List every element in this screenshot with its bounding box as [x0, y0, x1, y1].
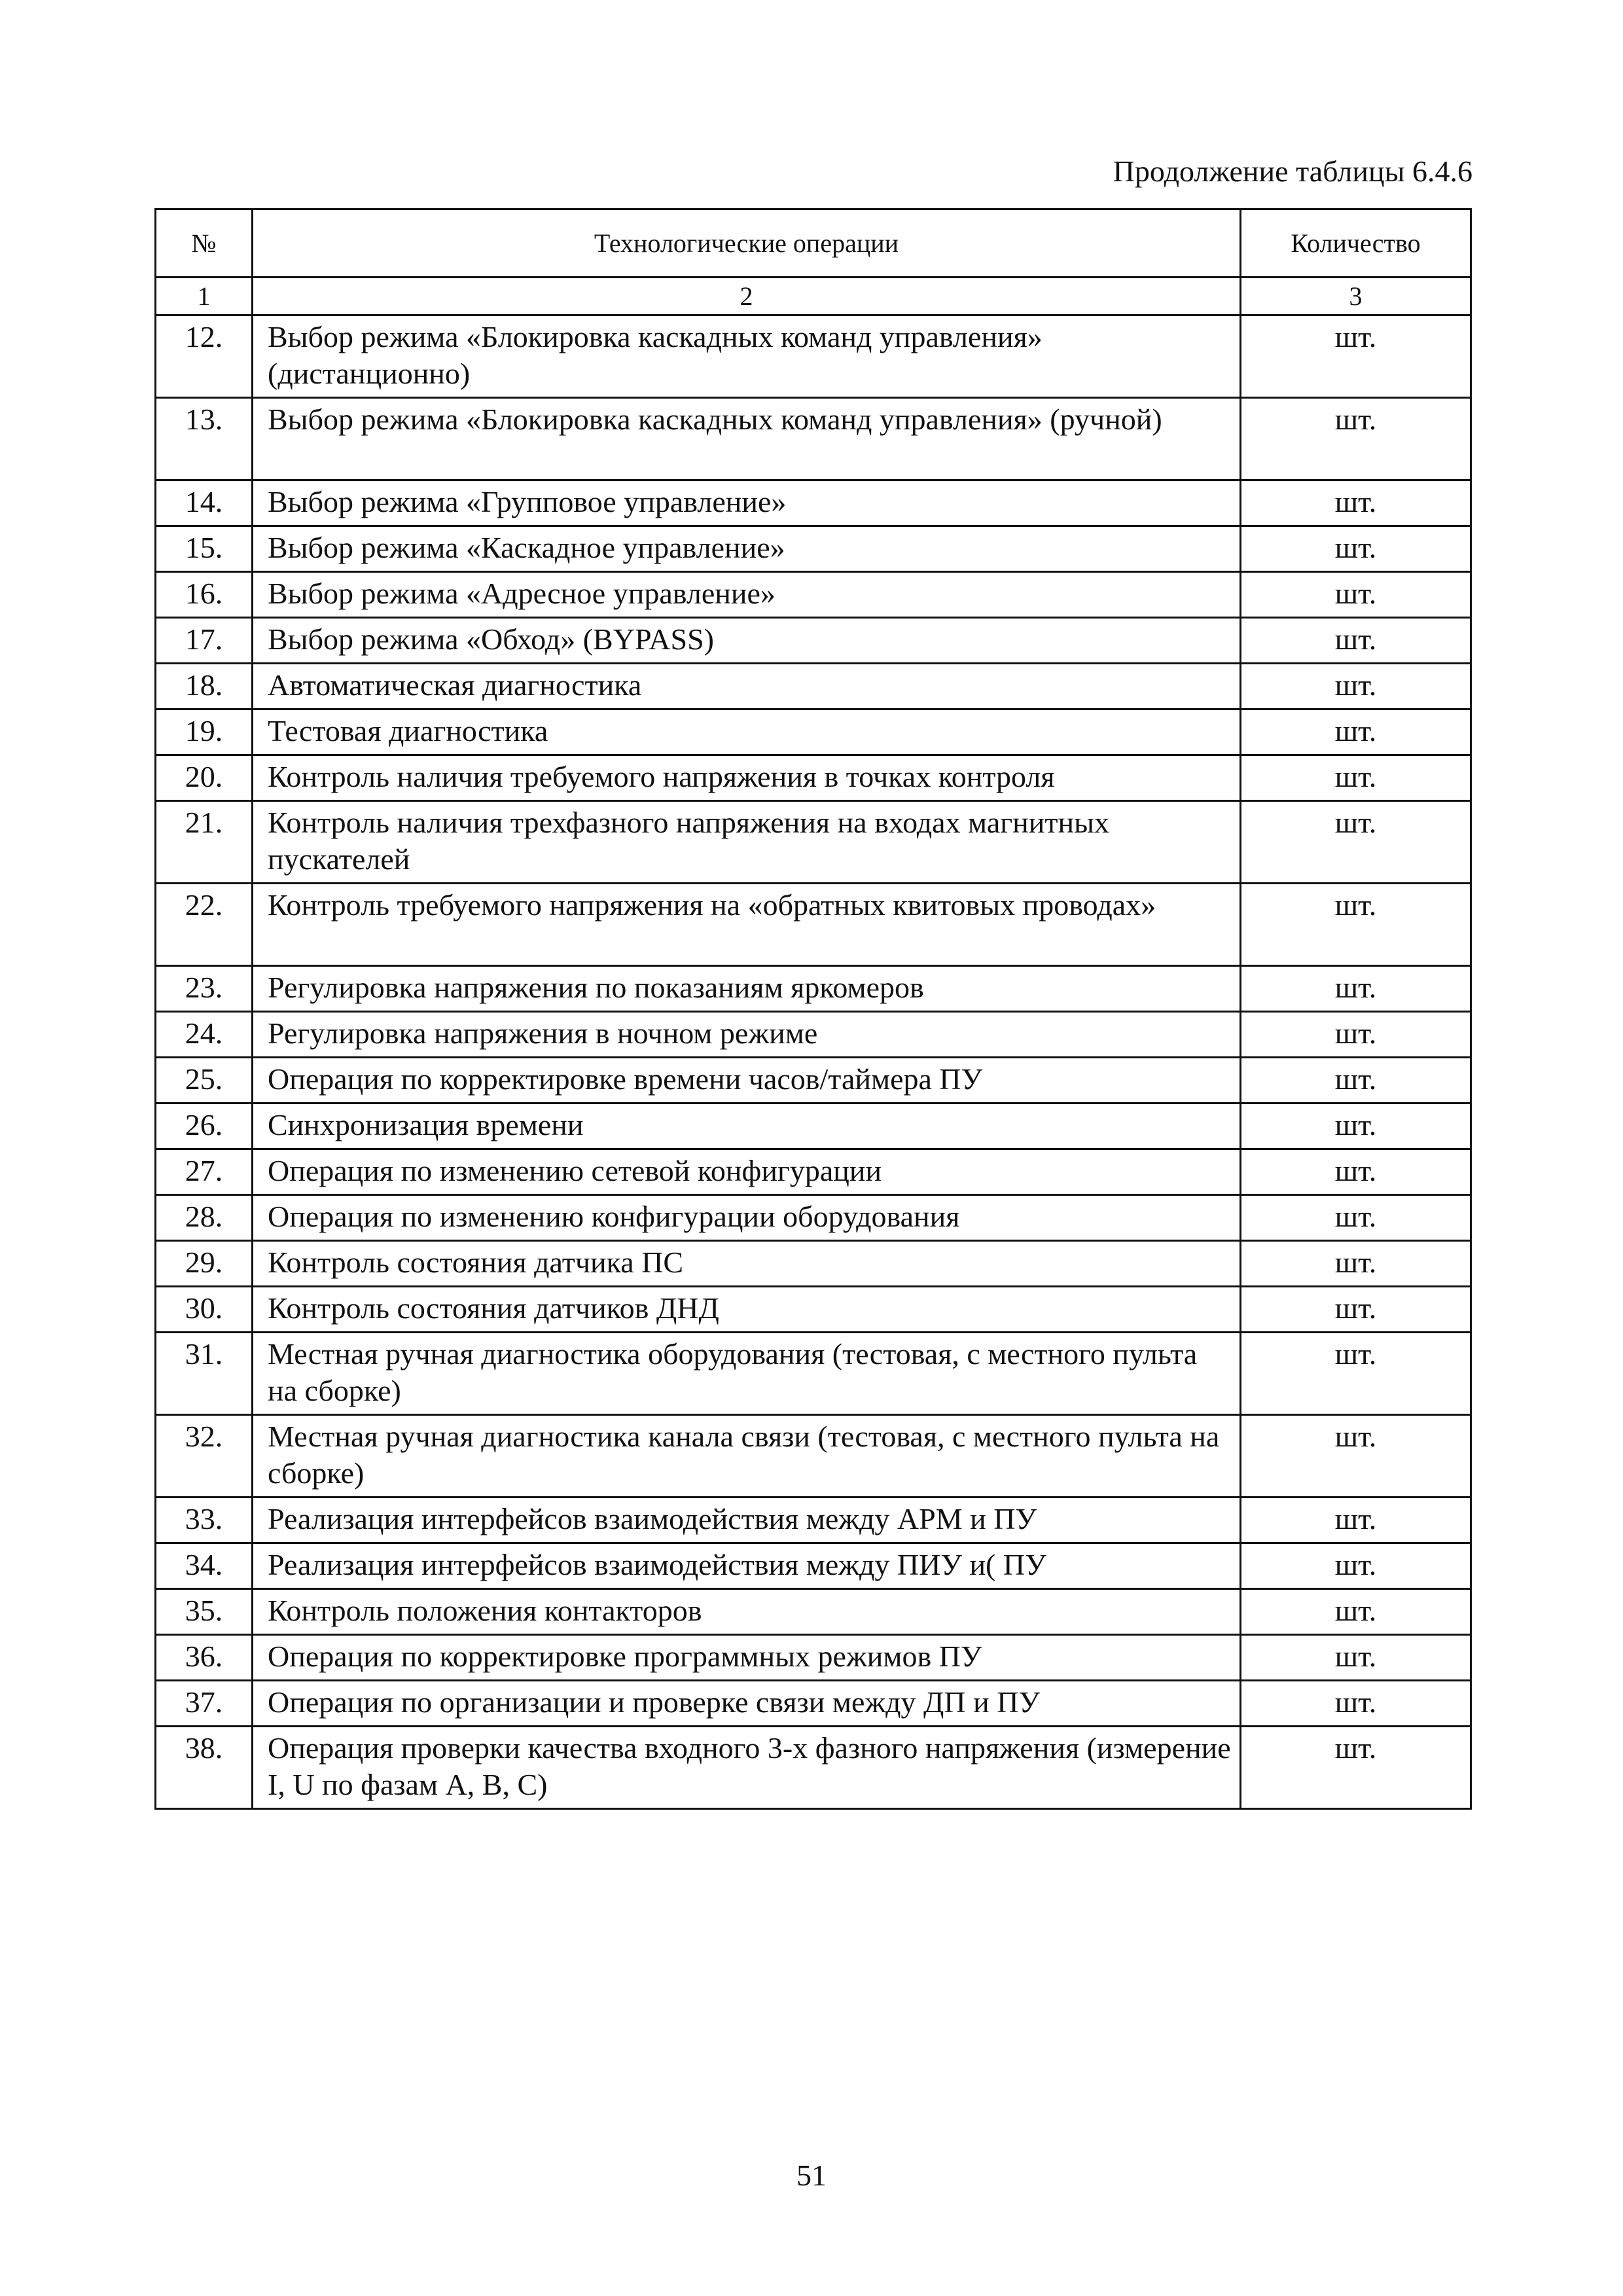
row-number: 18. — [156, 664, 253, 709]
table-row — [156, 1681, 1471, 1727]
row-operation: Тестовая диагностика — [253, 709, 1241, 755]
table-row — [156, 1635, 1471, 1681]
row-unit: шт. — [1241, 1333, 1471, 1415]
row-number: 26. — [156, 1103, 253, 1149]
row-operation: Контроль состояния датчика ПС — [253, 1241, 1241, 1287]
table-header-row — [156, 209, 1471, 278]
table-row — [156, 1012, 1471, 1058]
column-number: 1 — [156, 278, 253, 315]
row-operation: Реализация интерфейсов взаимодействия между ПИУ и( ПУ — [253, 1543, 1241, 1589]
row-operation: Выбор режима «Блокировка каскадных команд управления» (дистанционно) — [253, 315, 1241, 398]
row-operation: Выбор режима «Групповое управление» — [253, 480, 1241, 526]
row-operation: Местная ручная диагностика оборудования (тестовая, с местного пульта на сборке) — [253, 1333, 1241, 1415]
row-unit: шт. — [1241, 1103, 1471, 1149]
row-operation: Синхронизация времени — [253, 1103, 1241, 1149]
row-unit: шт. — [1241, 1727, 1471, 1809]
row-operation: Операция по изменению сетевой конфигурации — [253, 1149, 1241, 1195]
row-unit: шт. — [1241, 709, 1471, 755]
table-row — [156, 1333, 1471, 1415]
row-number: 28. — [156, 1195, 253, 1241]
row-number: 29. — [156, 1241, 253, 1287]
row-number: 21. — [156, 801, 253, 884]
row-unit: шт. — [1241, 966, 1471, 1012]
row-operation: Выбор режима «Каскадное управление» — [253, 526, 1241, 572]
table-row — [156, 1195, 1471, 1241]
row-operation: Выбор режима «Блокировка каскадных команд управления» (ручной) — [253, 398, 1241, 480]
row-number: 38. — [156, 1727, 253, 1809]
row-number: 19. — [156, 709, 253, 755]
row-number: 31. — [156, 1333, 253, 1415]
row-operation: Автоматическая диагностика — [253, 664, 1241, 709]
row-unit: шт. — [1241, 755, 1471, 801]
table-row — [156, 709, 1471, 755]
row-operation: Контроль наличия трехфазного напряжения на входах магнитных пускателей — [253, 801, 1241, 884]
row-number: 33. — [156, 1498, 253, 1543]
row-number: 35. — [156, 1589, 253, 1635]
row-operation: Выбор режима «Адресное управление» — [253, 572, 1241, 618]
header-num: № — [156, 209, 253, 278]
row-unit: шт. — [1241, 1415, 1471, 1498]
table-row — [156, 1543, 1471, 1589]
row-unit: шт. — [1241, 1012, 1471, 1058]
row-unit: шт. — [1241, 572, 1471, 618]
row-number: 32. — [156, 1415, 253, 1498]
row-unit: шт. — [1241, 1149, 1471, 1195]
table-row — [156, 884, 1471, 966]
column-number: 3 — [1241, 278, 1471, 315]
page-number: 51 — [796, 2159, 827, 2192]
row-number: 14. — [156, 480, 253, 526]
row-operation: Регулировка напряжения в ночном режиме — [253, 1012, 1241, 1058]
row-operation: Контроль требуемого напряжения на «обратных квитовых проводах» — [253, 884, 1241, 966]
row-number: 20. — [156, 755, 253, 801]
row-operation: Операция по изменению конфигурации оборудования — [253, 1195, 1241, 1241]
column-number: 2 — [253, 278, 1241, 315]
table-row — [156, 1058, 1471, 1103]
table-row — [156, 1415, 1471, 1498]
row-number: 17. — [156, 618, 253, 664]
table-row — [156, 1241, 1471, 1287]
row-operation: Операция по корректировке времени часов/таймера ПУ — [253, 1058, 1241, 1103]
row-operation: Регулировка напряжения по показаниям яркомеров — [253, 966, 1241, 1012]
row-number: 34. — [156, 1543, 253, 1589]
row-unit: шт. — [1241, 1635, 1471, 1681]
row-unit: шт. — [1241, 315, 1471, 398]
row-unit: шт. — [1241, 884, 1471, 966]
row-operation: Операция по корректировке программных режимов ПУ — [253, 1635, 1241, 1681]
table-row — [156, 755, 1471, 801]
row-unit: шт. — [1241, 1543, 1471, 1589]
table-row — [156, 1727, 1471, 1809]
row-operation: Операция проверки качества входного 3-х фазного напряжения (измерение I, U по фазам A, B, C) — [253, 1727, 1241, 1809]
row-number: 24. — [156, 1012, 253, 1058]
row-operation: Реализация интерфейсов взаимодействия между АРМ и ПУ — [253, 1498, 1241, 1543]
row-unit: шт. — [1241, 1498, 1471, 1543]
row-unit: шт. — [1241, 664, 1471, 709]
row-number: 25. — [156, 1058, 253, 1103]
table-row — [156, 1589, 1471, 1635]
table-row — [156, 315, 1471, 398]
table-row — [156, 1498, 1471, 1543]
table-row — [156, 398, 1471, 480]
row-operation: Контроль наличия требуемого напряжения в точках контроля — [253, 755, 1241, 801]
row-operation: Контроль положения контакторов — [253, 1589, 1241, 1635]
table-caption: Продолжение таблицы 6.4.6 — [1113, 154, 1472, 188]
row-number: 12. — [156, 315, 253, 398]
table-row — [156, 1287, 1471, 1333]
row-number: 13. — [156, 398, 253, 480]
row-operation: Контроль состояния датчиков ДНД — [253, 1287, 1241, 1333]
table-row — [156, 618, 1471, 664]
table-row — [156, 1149, 1471, 1195]
column-number-row — [156, 278, 1471, 315]
row-unit: шт. — [1241, 1589, 1471, 1635]
row-unit: шт. — [1241, 1195, 1471, 1241]
header-quantity: Количество — [1241, 209, 1471, 278]
row-number: 22. — [156, 884, 253, 966]
operations-table — [154, 208, 1472, 1810]
row-unit: шт. — [1241, 801, 1471, 884]
row-operation: Выбор режима «Обход» (BYPASS) — [253, 618, 1241, 664]
row-unit: шт. — [1241, 618, 1471, 664]
table-row — [156, 526, 1471, 572]
table-row — [156, 572, 1471, 618]
row-number: 36. — [156, 1635, 253, 1681]
row-number: 30. — [156, 1287, 253, 1333]
row-unit: шт. — [1241, 526, 1471, 572]
header-operation: Технологические операции — [253, 209, 1241, 278]
row-number: 23. — [156, 966, 253, 1012]
row-unit: шт. — [1241, 1681, 1471, 1727]
row-operation: Местная ручная диагностика канала связи (тестовая, с местного пульта на сборке) — [253, 1415, 1241, 1498]
table-row — [156, 480, 1471, 526]
row-number: 37. — [156, 1681, 253, 1727]
table-row — [156, 664, 1471, 709]
row-unit: шт. — [1241, 1241, 1471, 1287]
row-unit: шт. — [1241, 1287, 1471, 1333]
table-row — [156, 966, 1471, 1012]
row-number: 16. — [156, 572, 253, 618]
table-row — [156, 801, 1471, 884]
table-row — [156, 1103, 1471, 1149]
row-unit: шт. — [1241, 1058, 1471, 1103]
row-number: 27. — [156, 1149, 253, 1195]
row-operation: Операция по организации и проверке связи между ДП и ПУ — [253, 1681, 1241, 1727]
row-unit: шт. — [1241, 398, 1471, 480]
row-number: 15. — [156, 526, 253, 572]
row-unit: шт. — [1241, 480, 1471, 526]
